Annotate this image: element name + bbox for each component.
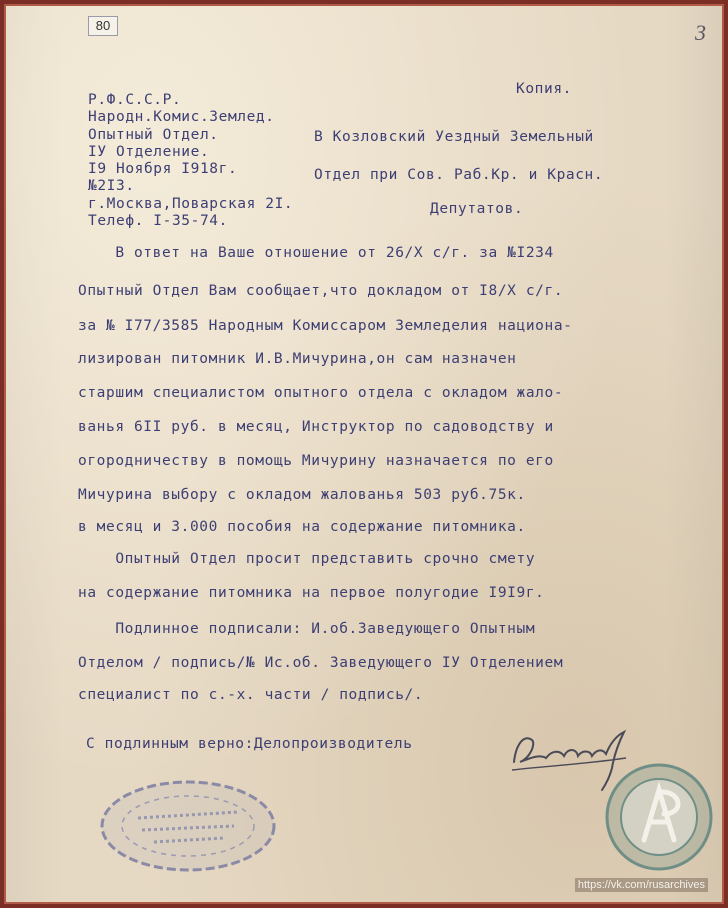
archive-number-label: 80 [88,16,118,36]
body-line: лизирован питомник И.В.Мичурина,он сам назначен [78,351,517,367]
body-line: огородничеству в помощь Мичурину назначается по его [78,453,554,469]
office-stamp [98,778,278,874]
certification-line: С подлинным верно:Делопроизводитель [86,736,413,752]
body-line: на содержание питомника на первое полугодие I9I9г. [78,585,545,601]
addressee-line: Депутатов. [430,201,524,217]
sender-line: Народн.Комис.Землед. [88,109,275,125]
body-line: ванья 6II руб. в месяц, Инструктор по садоводству и [78,419,554,435]
archive-url-watermark: https://vk.com/rusarchives [575,878,708,892]
sender-line: №2I3. [88,178,135,194]
body-line: в месяц и 3.000 пособия на содержание питомника. [78,519,526,535]
body-line: Опытный Отдел просит представить срочно смету [78,551,536,567]
document-page [6,6,722,902]
body-line: Мичурина выбору с окладом жалованья 503 руб.75к. [78,487,526,503]
body-line: Отделом / подпись/№ Ис.об. Заведующего IУ Отделением [78,655,564,671]
body-line: специалист по с.-х. части / подпись/. [78,687,424,703]
sender-line: I9 Ноября I918г. [88,161,238,177]
sender-line: Р.Ф.С.С.Р. [88,92,182,108]
sender-line: Телеф. I-35-74. [88,213,228,229]
body-line: за № I77/3585 Народным Комиссаром Земледелия национа- [78,318,573,334]
sender-line: IУ Отделение. [88,144,210,160]
body-line: старшим специалистом опытного отдела с окладом жало- [78,385,564,401]
page-number: 3 [695,20,706,45]
body-line: Подлинное подписали: И.об.Заведующего Опытным [78,621,536,637]
addressee-line: Отдел при Сов. Раб.Кр. и Красн. [314,167,604,183]
sender-line: г.Москва,Поварская 2I. [88,196,294,212]
body-line: В ответ на Ваше отношение от 26/Х с/г. за №I234 [78,245,554,261]
archive-seal-watermark [604,762,714,872]
body-line: Опытный Отдел Вам сообщает,что докладом от I8/Х с/г. [78,283,564,299]
addressee-line: В Козловский Уездный Земельный [314,129,594,145]
sender-line: Опытный Отдел. [88,127,219,143]
copy-label: Копия. [516,81,572,97]
